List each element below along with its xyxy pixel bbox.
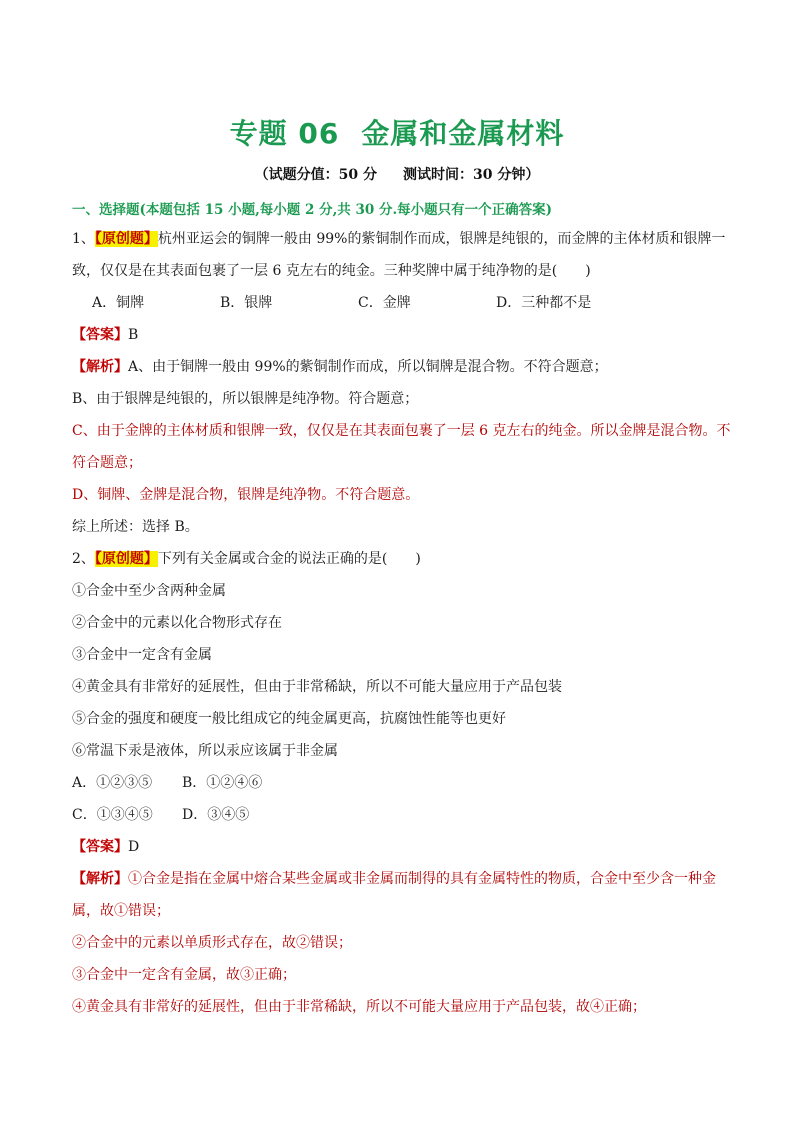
q1-option-c: C．金牌 [358, 295, 411, 311]
q2-options-row1 [72, 773, 262, 793]
q2-answer-label: 【答案】 [72, 839, 128, 855]
q2-stem [72, 549, 421, 569]
title-main: 金属和金属材料 [361, 117, 565, 150]
q1-summary: 综上所述：选择 B。 [72, 519, 199, 535]
q2-analysis-label: 【解析】 [72, 871, 128, 887]
q2-analysis-line5: ④黄金具有非常好的延展性，但由于非常稀缺，所以不可能大量应用于产品包装，故④正确； [72, 999, 646, 1015]
q1-answer-label: 【答案】 [72, 327, 128, 343]
q2-answer-value: D [128, 839, 140, 855]
q2-item-3: ③合金中一定含有金属 [72, 647, 212, 663]
q1-tag: 【原创题】 [94, 231, 158, 247]
q2-option-b: B．①②④⑥ [182, 775, 263, 791]
q2-item-5: ⑤合金的强度和硬度一般比组成它的纯金属更高，抗腐蚀性能等也更好 [72, 711, 506, 727]
q1-analysis-line4: 符合题意； [72, 455, 142, 471]
q1-stem-line1 [72, 229, 726, 249]
q2-analysis-line2: 属，故①错误； [72, 903, 170, 919]
q1-analysis-line2: B、由于银牌是纯银的，所以银牌是纯净物。符合题意； [72, 391, 419, 407]
q1-analysis-line1 [72, 357, 608, 377]
page-title [0, 112, 794, 152]
q2-text: 下列有关金属或合金的说法正确的是( ) [157, 551, 421, 567]
q2-analysis-line4: ③合金中一定含有金属，故③正确； [72, 967, 296, 983]
q1-number: 1、 [72, 231, 95, 247]
q2-analysis-line3: ②合金中的元素以单质形式存在，故②错误； [72, 935, 352, 951]
q2-option-d: D．③④⑤ [182, 807, 250, 823]
q1-analysis-line5: D、铜牌、金牌是混合物，银牌是纯净物。不符合题意。 [72, 487, 420, 503]
time-info: 测试时间：30 分钟） [403, 167, 540, 183]
q2-tag: 【原创题】 [94, 551, 158, 567]
q2-answer [72, 837, 139, 857]
q2-analysis-text-1: ①合金是指在金属中熔合某些金属或非金属而制得的具有金属特性的物质，合金中至少含一种金 [128, 871, 716, 887]
section-title: 一、选择题(本题包括 15 小题,每小题 2 分,共 30 分.每小题只有一个正确答案) [72, 202, 553, 218]
q1-option-a: A．铜牌 [92, 295, 145, 311]
score-info: （试题分值：50 分 [254, 167, 377, 183]
exam-info [0, 164, 794, 184]
q2-analysis-line1 [72, 869, 716, 889]
q1-stem-line2: 致，仅仅是在其表面包裹了一层 6 克左右的纯金。三种奖牌中属于纯净物的是( ) [72, 263, 591, 279]
q1-option-d: D．三种都不是 [496, 295, 592, 311]
q2-item-4: ④黄金具有非常好的延展性，但由于非常稀缺，所以不可能大量应用于产品包装 [72, 679, 562, 695]
q1-options [92, 293, 591, 313]
q2-number: 2、 [72, 551, 95, 567]
q1-text-1: 杭州亚运会的铜牌一般由 99%的紫铜制作而成，银牌是纯银的，而金牌的主体材质和银牌一 [157, 231, 726, 247]
q2-item-2: ②合金中的元素以化合物形式存在 [72, 615, 282, 631]
q1-analysis-text-1: A、由于铜牌一般由 99%的紫铜制作而成，所以铜牌是混合物。不符合题意； [128, 359, 608, 375]
q1-answer-value: B [128, 327, 139, 343]
q1-analysis-label: 【解析】 [72, 359, 128, 375]
q2-item-6: ⑥常温下汞是液体，所以汞应该属于非金属 [72, 743, 338, 759]
title-prefix: 专题 [229, 117, 288, 150]
q2-options-row2 [72, 805, 249, 825]
title-number: 06 [298, 117, 340, 150]
q1-option-b: B．银牌 [220, 295, 273, 311]
q2-option-c: C．①③④⑤ [72, 807, 153, 823]
q1-analysis-line3: C、由于金牌的主体材质和银牌一致，仅仅是在其表面包裹了一层 6 克左右的纯金。所以金牌是混合物。不 [72, 423, 731, 439]
q2-item-1: ①合金中至少含两种金属 [72, 583, 226, 599]
q1-answer [72, 325, 138, 345]
q2-option-a: A．①②③⑤ [72, 775, 153, 791]
